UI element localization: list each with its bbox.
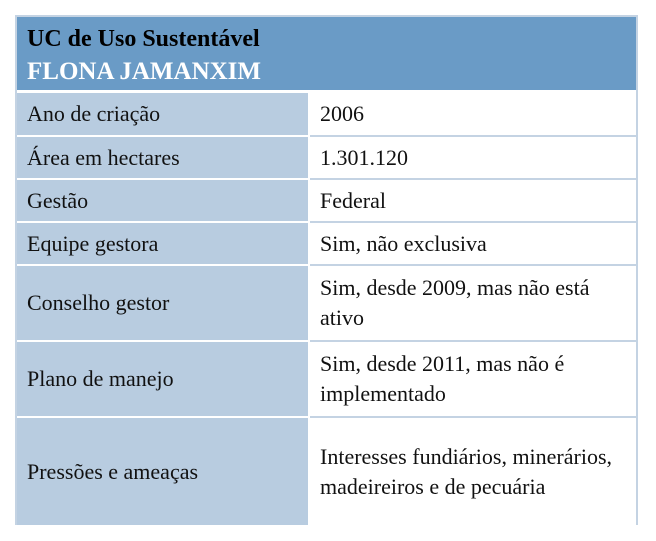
info-card	[15, 15, 638, 525]
row-label: Gestão	[17, 179, 309, 222]
table-header	[17, 17, 636, 93]
row-value: 2006	[309, 93, 636, 136]
table-row	[17, 417, 636, 525]
row-label: Equipe gestora	[17, 222, 309, 265]
row-value: Sim, não exclusiva	[309, 222, 636, 265]
row-value: 1.301.120	[309, 136, 636, 179]
row-value: Sim, desde 2011, mas não é implementado	[309, 341, 636, 417]
row-value: Interesses fundiários, minerários, madeireiros e de pecuária	[309, 417, 636, 525]
table-row	[17, 222, 636, 265]
row-label: Pressões e ameaças	[17, 417, 309, 525]
row-label: Área em hectares	[17, 136, 309, 179]
info-table	[17, 93, 636, 525]
row-value: Sim, desde 2009, mas não está ativo	[309, 265, 636, 341]
row-label: Conselho gestor	[17, 265, 309, 341]
row-label: Plano de manejo	[17, 341, 309, 417]
table-row	[17, 341, 636, 417]
header-subtitle: FLONA JAMANXIM	[27, 58, 262, 85]
table-row	[17, 136, 636, 179]
header-title: UC de Uso Sustentável	[27, 26, 260, 52]
table-row	[17, 265, 636, 341]
row-value: Federal	[309, 179, 636, 222]
table-row	[17, 179, 636, 222]
row-label: Ano de criação	[17, 93, 309, 136]
table-row	[17, 93, 636, 136]
